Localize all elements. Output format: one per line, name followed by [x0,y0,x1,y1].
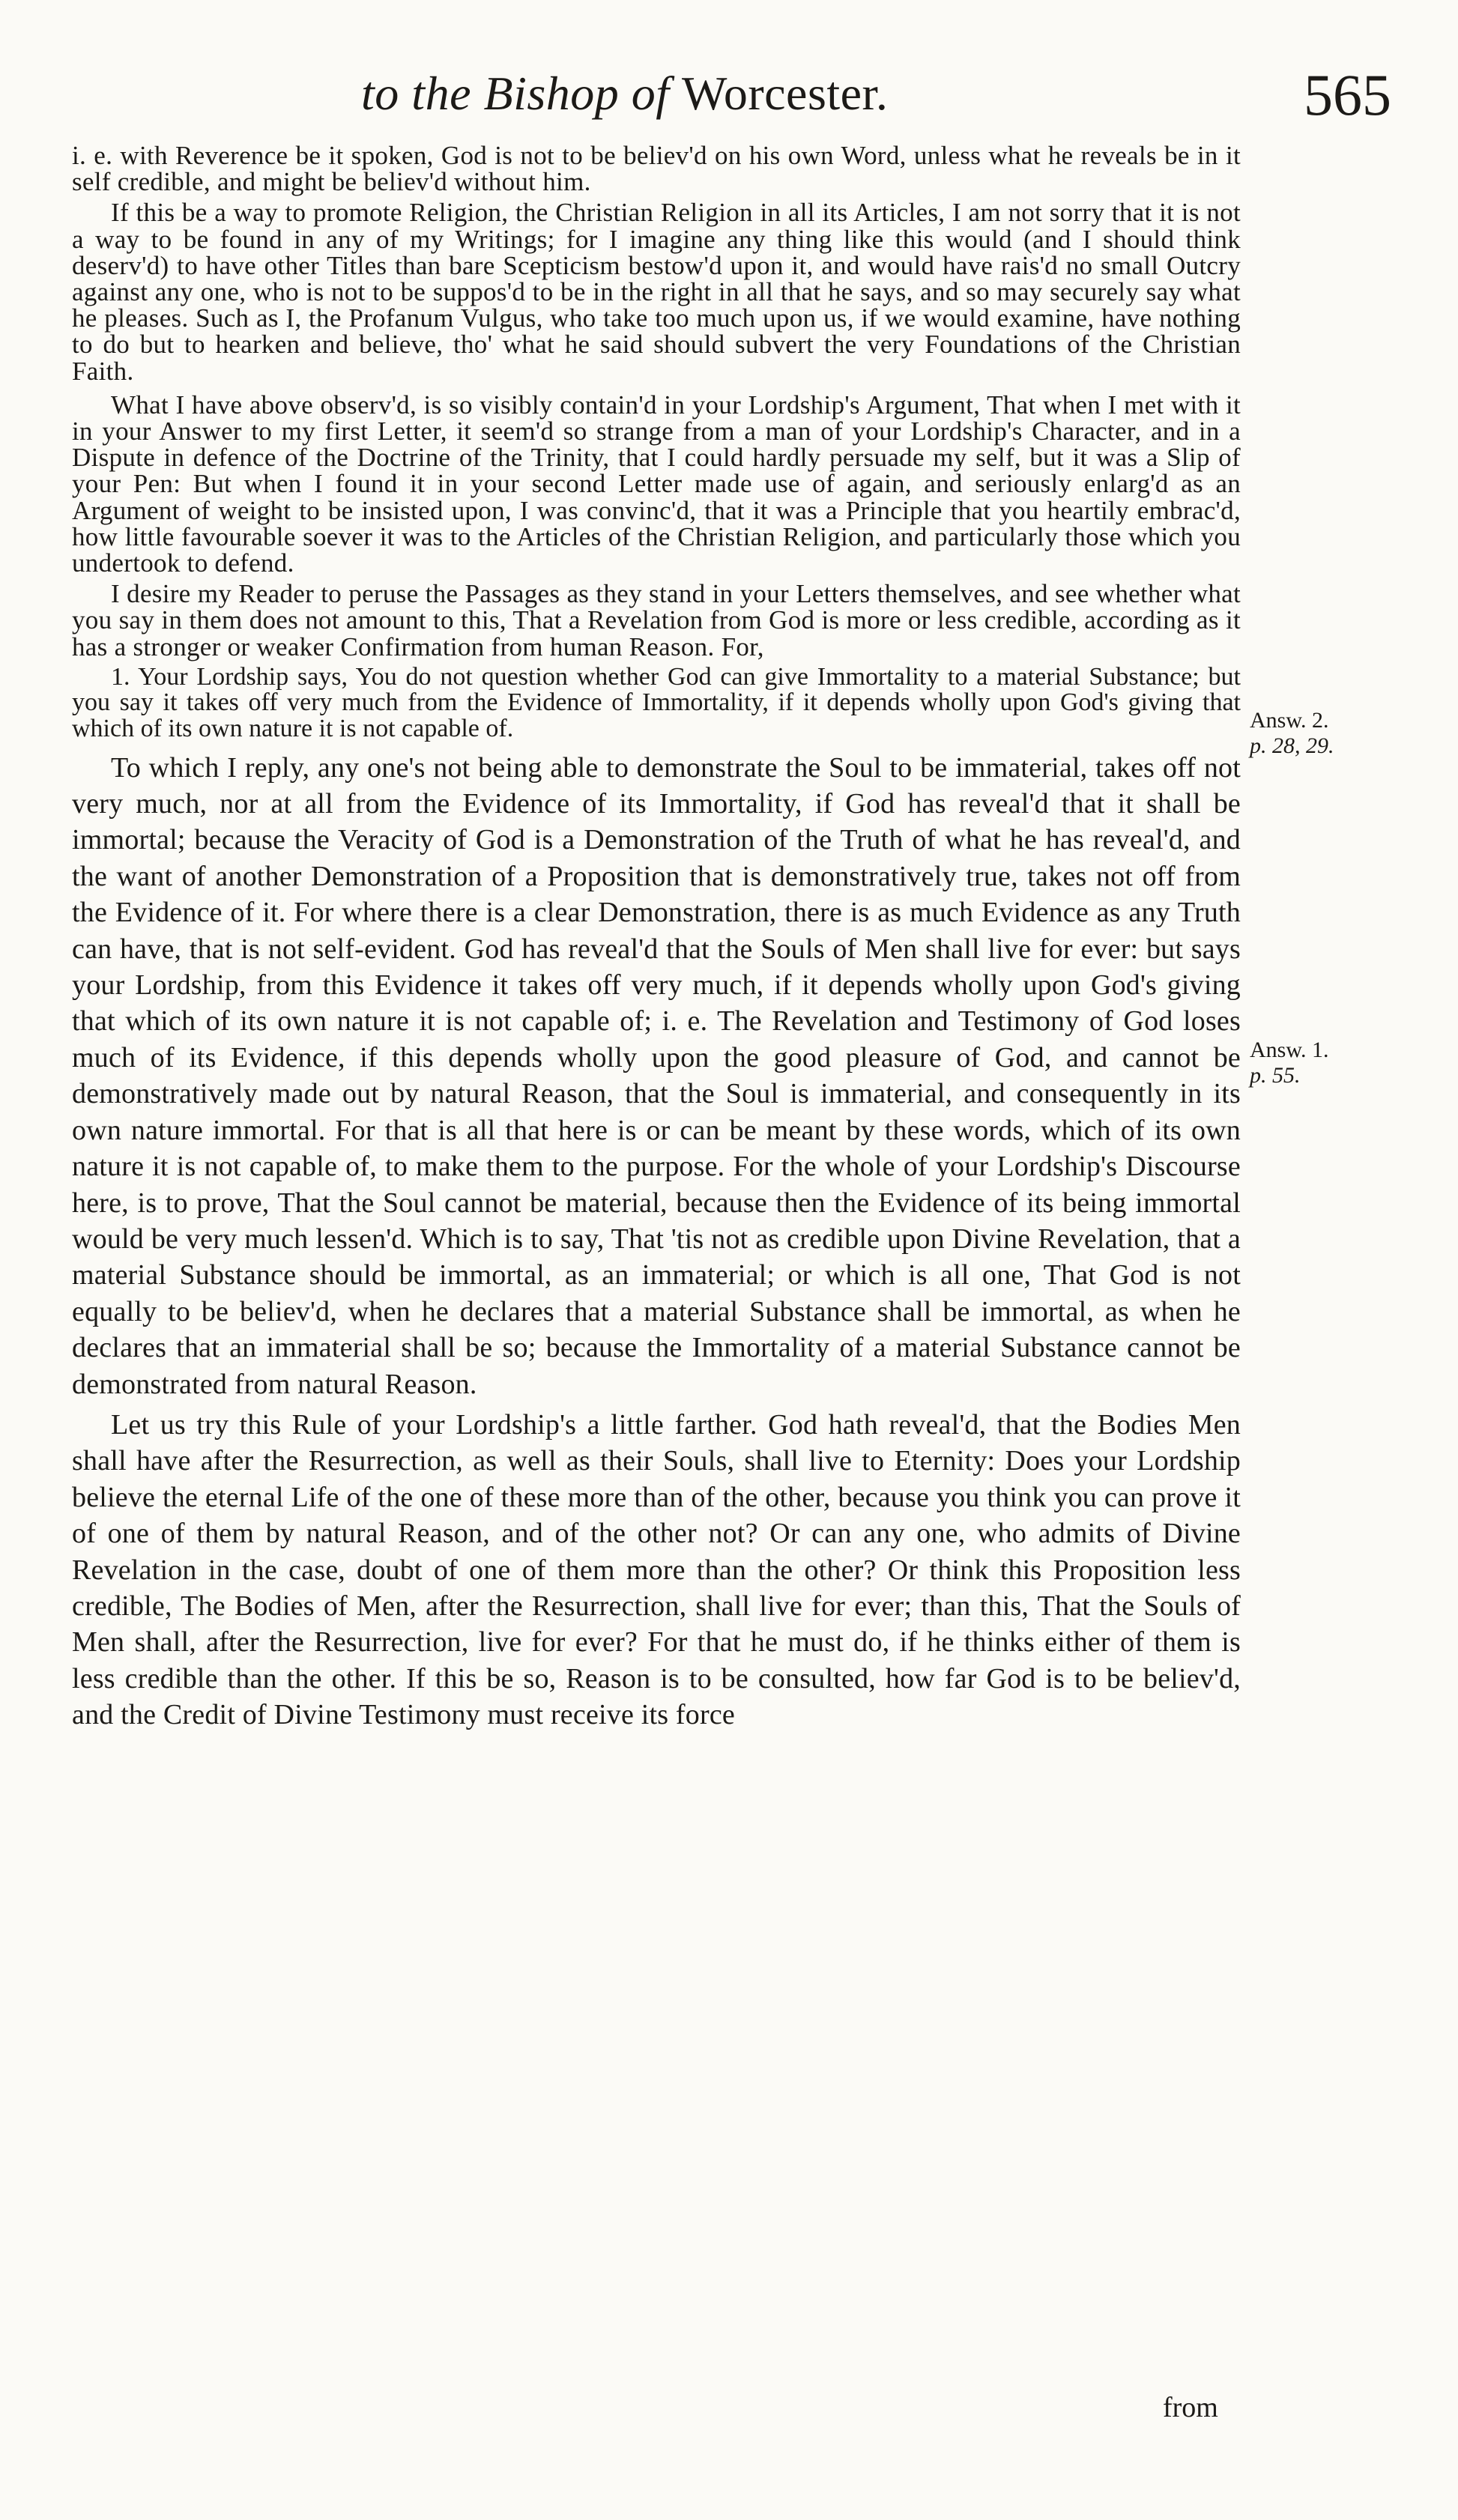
paragraph-6: To which I reply, any one's not being able to demonstrate the Soul to be immaterial, takes off not very much, nor at all from the Evidence of its Immortality, if God has reveal'd that it shall be immortal; because the Veracity of God is a Demonstration of the Truth of what he has reveal'd, and the want of another Demonstration of a Proposition that is demonstratively true, takes not off from the Evidence of it. For where there is a clear Demonstration, there is as much Evidence as any Truth can have, that is not self-evident. God has reveal'd that the Souls of Men shall live for ever: but says your Lordship, from this Evidence it takes off very much, if it depends wholly upon God's giving that which of its own nature it is not capable of; i. e. The Revelation and Testimony of God loses much of its Evidence, if this depends wholly upon the good pleasure of God, and cannot be demonstratively made out by natural Reason, that the Soul is immaterial, and consequently in its own nature immortal. For that is all that here is or can be meant by these words, which of its own nature it is not capable of, to make them to the purpose. For the whole of your Lordship's Discourse here, is to prove, That the Soul cannot be material, because then the Evidence of its being immortal would be very much lessen'd. Which is to say, That 'tis not as credible upon Divine Revelation, that a material Substance should be immortal, as an immaterial; or which is all one, That God is not equally to be believ'd, when he declares that a material Substance shall be immortal, as when he declares that an immaterial shall be so; because the Immortality of a material Substance cannot be demonstrated from natural Reason. [72,751,1241,1400]
body-text [72,142,1241,1733]
paragraph-1: i. e. with Reverence be it spoken, God is not to be believ'd on his own Word, unless what he reveals be in it self credible, and might be believ'd without him. [72,141,1241,197]
paragraph-2: If this be a way to promote Religion, the Christian Religion in all its Articles, I am not sorry that it is not a way to be found in any of my Writings; for I imagine any thing like this would (and I should think deserv'd) to have other Titles than bare Scepticism bestow'd upon it, and would have rais'd no small Outcry against any one, who is not to be suppos'd to be in the right in all that he says, and so may securely say what he pleases. Such as I, the Profanum Vulgus, who take too much upon us, if we would examine, have nothing to do but to hearken and believe, tho' what he said should subvert the very Foundations of the Christian Faith. [72,198,1241,386]
paragraph-7: Let us try this Rule of your Lordship's a little farther. God hath reveal'd, that the Bodies Men shall have after the Resurrection, as well as their Souls, shall live to Eternity: Does your Lordship believe the eternal Life of the one of these more than of the other, because you think you can prove it of one of them by natural Reason, and of the other not? Or can any one, who admits of Divine Revelation in the case, doubt of one of them more than the other? Or think this Proposition less credible, The Bodies of Men, after the Resurrection, shall live for ever; than this, That the Souls of Men shall, after the Resurrection, live for ever? For that he must do, if he thinks either of them is less credible than the other. If this be so, Reason is to be consulted, how far God is to be believ'd, and the Credit of Divine Testimony must receive its force [72,1408,1241,1731]
running-header [0,62,1458,133]
page-number: 565 [1304,62,1391,127]
margin-note-answ1 [1250,1038,1329,1088]
catchword: from [1163,2392,1218,2423]
margin-note-ref: Answ. 2. [1250,708,1329,733]
margin-note-pages: p. 55. [1250,1063,1301,1088]
running-title-place: Worcester. [682,67,889,120]
running-title-prefix: to the Bishop of [361,67,670,120]
paragraph-5: 1. Your Lordship says, You do not question whether God can give Immortality to a material Substance; but you say it takes off very much from the Evidence of Immortality, if it depends wholly upon God's giving that which of its own nature it is not capable of. [72,662,1241,743]
paragraph-4: I desire my Reader to peruse the Passages as they stand in your Letters themselves, and see whether what you say in them does not amount to this, That a Revelation from God is more or less credible, according as it has a stronger or weaker Confirmation from human Reason. For, [72,579,1241,661]
margin-note-pages: p. 28, 29. [1250,733,1334,758]
margin-note-ref: Answ. 1. [1250,1038,1329,1062]
margin-note-answ2 [1250,708,1334,759]
running-title [361,66,888,121]
paragraph-3: What I have above observ'd, is so visibly contain'd in your Lordship's Argument, That when I met with it in your Answer to my first Letter, it seem'd so strange from a man of your Lordship's Character, and in a Dispute in defence of the Doctrine of the Trinity, that I could hardly persuade my self, but it was a Slip of your Pen: But when I found it in your second Letter made use of again, and seriously enlarg'd as an Argument of weight to be insisted upon, I was convinc'd, that it was a Principle that you heartily embrac'd, how little favourable soever it was to the Articles of the Christian Religion, and particularly those which you undertook to defend. [72,390,1241,578]
